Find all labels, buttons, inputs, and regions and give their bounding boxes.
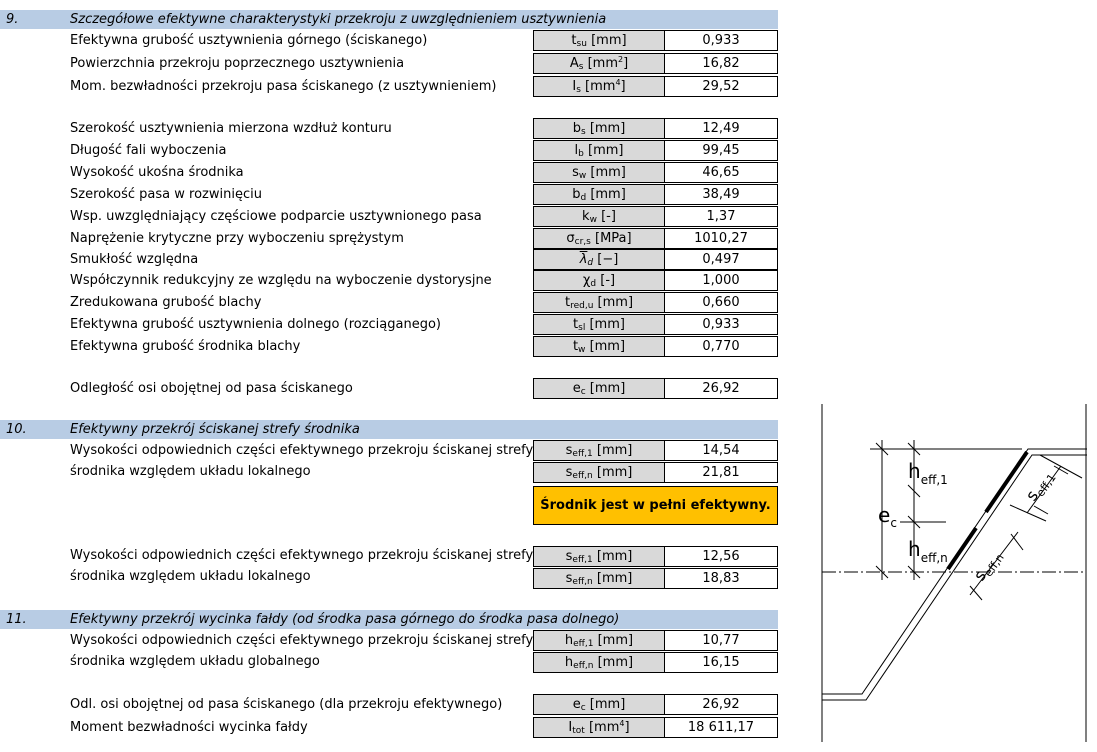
value-cell[interactable]: 12,56 (665, 546, 778, 567)
value-cell[interactable]: 1010,27 (665, 228, 778, 249)
value-cell[interactable]: 1,000 (665, 270, 778, 291)
symbol-cell: $t_{sl}$ [mm] (533, 314, 665, 335)
section-number: 9. (6, 12, 19, 27)
value-cell[interactable]: 16,82 (665, 53, 778, 74)
row-label: Odl. osi obojętnej od pasa ściskanego (dla przekroju efektywnego) (70, 697, 503, 712)
row-label: Długość fali wyboczenia (70, 143, 227, 158)
value-cell[interactable]: 0,933 (665, 314, 778, 335)
value-cell[interactable]: 12,49 (665, 118, 778, 139)
row-label: Odległość osi obojętnej od pasa ściskanego (70, 381, 353, 396)
value-cell[interactable]: 46,65 (665, 162, 778, 183)
symbol-cell: $e_c$ [mm] (533, 378, 665, 399)
row-label: Naprężenie krytyczne przy wyboczeniu sprężystym (70, 231, 404, 246)
value-cell[interactable]: 10,77 (665, 630, 778, 651)
row-label: Mom. bezwładności przekroju pasa ściskanego (z usztywnieniem) (70, 79, 497, 94)
value-cell[interactable]: 29,52 (665, 76, 778, 97)
symbol-cell: $s_{eff,n}$ [mm] (533, 462, 665, 483)
row-label: środnika względem układu globalnego (70, 654, 320, 669)
value-cell[interactable]: 38,49 (665, 184, 778, 205)
value-cell[interactable]: 14,54 (665, 440, 778, 461)
section-title: Efektywny przekrój wycinka fałdy (od środka pasa górnego do środka pasa dolnego) (70, 612, 620, 627)
row-label: Wysokości odpowiednich części efektywnego przekroju ściskanej strefy (70, 548, 534, 563)
value-cell[interactable]: 21,81 (665, 462, 778, 483)
heff1-label: $h_{eff,1}$ (908, 459, 948, 487)
value-cell[interactable]: 0,660 (665, 292, 778, 313)
web-status-note: Środnik jest w pełni efektywny. (533, 486, 778, 525)
heffn-label: $h_{eff,n}$ (908, 537, 948, 565)
row-label: środnika względem układu lokalnego (70, 464, 311, 479)
seffn-label: $s_{eff,n}$ (969, 551, 1007, 585)
row-label: Szerokość pasa w rozwinięciu (70, 187, 262, 202)
value-cell[interactable]: 99,45 (665, 140, 778, 161)
row-label: Szerokość usztywnienia mierzona wzdłuż konturu (70, 121, 392, 136)
value-cell[interactable]: 26,92 (665, 694, 778, 715)
symbol-cell: $s_{eff,1}$ [mm] (533, 546, 665, 567)
section-number: 11. (6, 612, 27, 627)
symbol-cell: $s_{eff,n}$ [mm] (533, 568, 665, 589)
symbol-cell: $k_w$ [-] (533, 206, 665, 227)
symbol-cell: $l_b$ [mm] (533, 140, 665, 161)
value-cell[interactable]: 0,770 (665, 336, 778, 357)
value-cell[interactable]: 16,15 (665, 652, 778, 673)
symbol-cell: $h_{eff,n}$ [mm] (533, 652, 665, 673)
symbol-cell: $t_{su}$ [mm] (533, 30, 665, 51)
value-cell[interactable]: 18,83 (665, 568, 778, 589)
row-label: Wysokości odpowiednich części efektywnego przekroju ściskanej strefy (70, 633, 534, 648)
row-label: środnika względem układu lokalnego (70, 569, 311, 584)
row-label: Współczynnik redukcyjny ze względu na wyboczenie dystorysjne (70, 273, 492, 288)
symbol-cell: $h_{eff,1}$ [mm] (533, 630, 665, 651)
row-label: Moment bezwładności wycinka fałdy (70, 720, 308, 735)
symbol-cell: $s_{eff,1}$ [mm] (533, 440, 665, 461)
symbol-cell: $A_s$ $[mm^2]$ (533, 53, 665, 74)
row-label: Powierzchnia przekroju poprzecznego usztywnienia (70, 56, 405, 71)
symbol-cell: $I_s$ $[mm^4]$ (533, 76, 665, 97)
symbol-cell: $\chi_d$ [-] (533, 270, 665, 291)
value-cell[interactable]: 26,92 (665, 378, 778, 399)
row-label: Efektywna grubość usztywnienia górnego (ściskanego) (70, 33, 428, 48)
section-title: Efektywny przekrój ściskanej strefy środnika (70, 422, 360, 437)
row-label: Wysokości odpowiednich części efektywnego przekroju ściskanej strefy (70, 443, 534, 458)
ec-label: $e_c$ (878, 503, 897, 530)
symbol-cell: $I_{tot}$ $[mm^4]$ (533, 717, 665, 738)
section-number: 10. (6, 422, 27, 437)
row-label: Smukłość względna (70, 252, 199, 267)
seff1-label: $s_{eff,1}$ (1021, 471, 1059, 505)
symbol-cell: $t_w$ [mm] (533, 336, 665, 357)
symbol-cell: $\sigma_{cr,s}$ [MPa] (533, 228, 665, 249)
value-cell[interactable]: 1,37 (665, 206, 778, 227)
symbol-cell: $t_{red,u}$ [mm] (533, 292, 665, 313)
row-label: Wsp. uwzględniający częściowe podparcie usztywnionego pasa (70, 209, 482, 224)
value-cell[interactable]: 0,933 (665, 30, 778, 51)
row-label: Wysokość ukośna środnika (70, 165, 244, 180)
value-cell[interactable]: 0,497 (665, 249, 778, 270)
value-cell[interactable]: 18 611,17 (665, 717, 778, 738)
symbol-cell: $\overline{\lambda}_d$ [−] (533, 249, 665, 270)
symbol-cell: $e_c$ [mm] (533, 694, 665, 715)
row-label: Efektywna grubość usztywnienia dolnego (rozciąganego) (70, 317, 441, 332)
section-title: Szczegółowe efektywne charakterystyki przekroju z uwzględnieniem usztywnienia (70, 12, 607, 27)
symbol-cell: $b_d$ [mm] (533, 184, 665, 205)
row-label: Zredukowana grubość blachy (70, 295, 262, 310)
symbol-cell: $b_s$ [mm] (533, 118, 665, 139)
symbol-cell: $s_w$ [mm] (533, 162, 665, 183)
row-label: Efektywna grubość środnika blachy (70, 339, 301, 354)
